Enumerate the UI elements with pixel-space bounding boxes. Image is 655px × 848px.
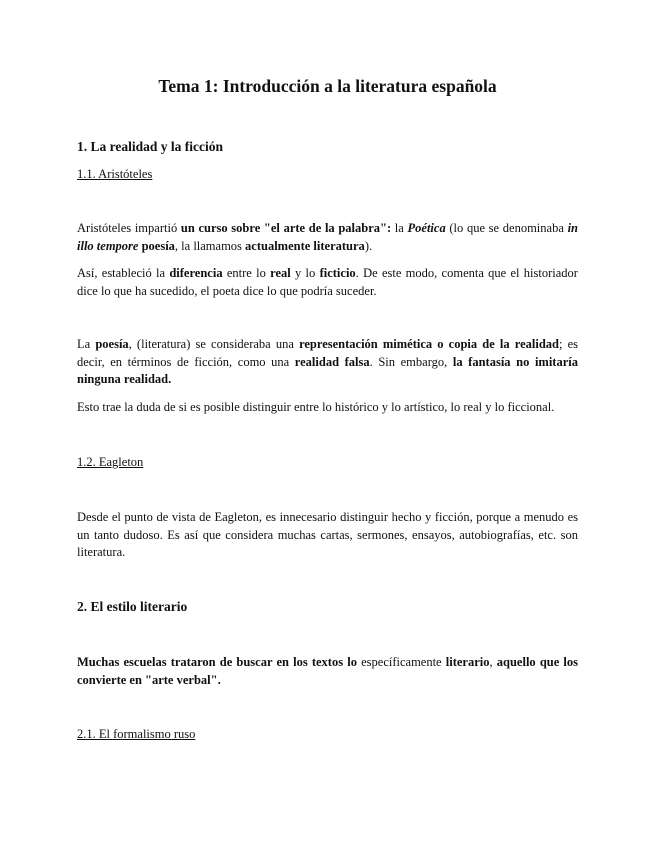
subsection-heading-2-1: 2.1. El formalismo ruso (77, 727, 196, 741)
section-heading-1: 1. La realidad y la ficción (77, 139, 224, 154)
section-heading-2: 2. El estilo literario (77, 599, 188, 614)
paragraph-duda: Esto trae la duda de si es posible distinguir entre lo histórico y lo artístico, lo real y lo ficcional. (77, 400, 555, 414)
paragraph-escuelas: Muchas escuelas trataron de buscar en los textos lo específicamente literario, aquello que los convierte en "arte verbal". (77, 655, 579, 687)
paragraph-poesia: La poesía, (literatura) se consideraba una representación mimética o copia de la realidad; es decir, en términos de ficción, como una realidad falsa. Sin embargo, la fantasía no imitaría ninguna realidad. (77, 337, 579, 386)
page-title: Tema 1: Introducción a la literatura española (158, 76, 497, 96)
paragraph-aristoteles-2: Así, estableció la diferencia entre lo real y lo ficticio. De este modo, comenta que el historiador dice lo que ha sucedido, el poeta dice lo que podría suceder. (77, 266, 578, 298)
paragraph-eagleton: Desde el punto de vista de Eagleton, es innecesario distinguir hecho y ficción, porque a menudo es un tanto dudoso. Es así que considera muchas cartas, sermones, ensayos, autobiografías, etc. son literatura. (77, 510, 578, 559)
subsection-heading-1-1: 1.1. Aristóteles (77, 167, 153, 181)
paragraph-aristoteles-1: Aristóteles impartió un curso sobre "el arte de la palabra": la Poética (lo que se denominaba in illo tempore poesía, la llamamos actualmente literatura). (77, 221, 578, 253)
subsection-heading-1-2: 1.2. Eagleton (77, 455, 144, 469)
